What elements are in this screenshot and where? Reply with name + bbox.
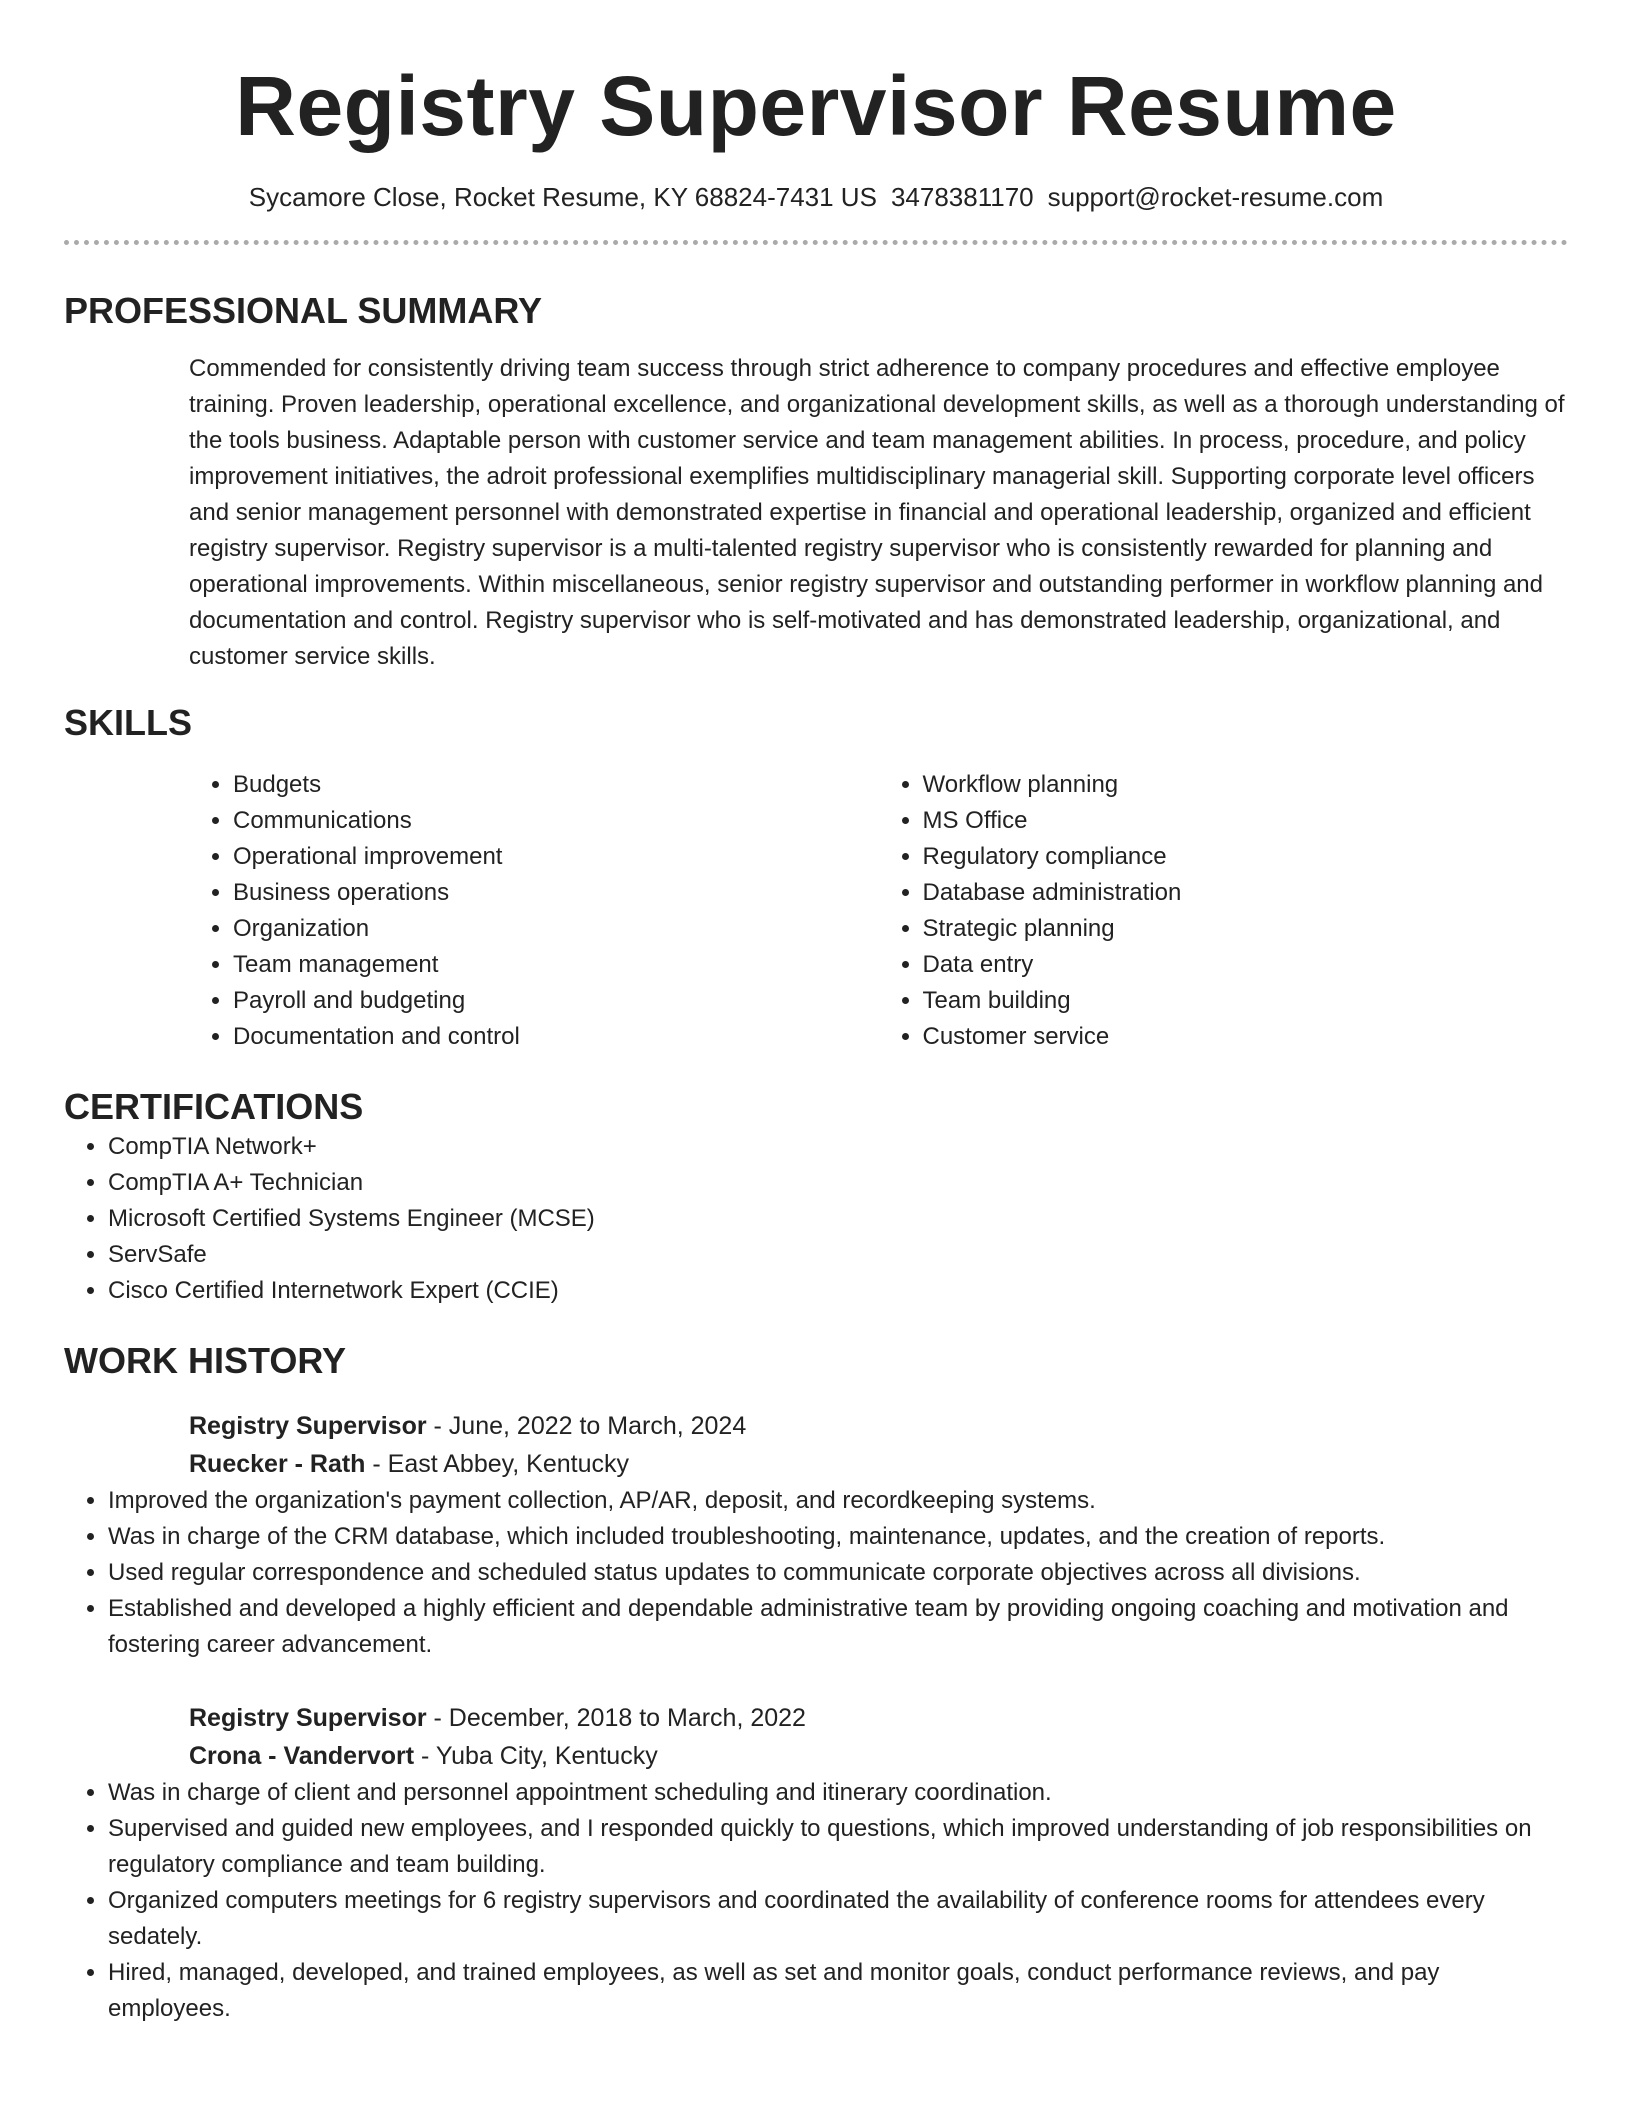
certification-item: • CompTIA Network+ xyxy=(108,1129,1568,1165)
skills-list-left xyxy=(189,767,879,1055)
job-bullet: • Improved the organization's payment collection, AP/AR, deposit, and recordkeeping systems. xyxy=(108,1483,1568,1519)
contact-email: support@rocket-resume.com xyxy=(1047,182,1384,212)
header-divider xyxy=(64,240,1568,245)
job-location: - East Abbey, Kentucky xyxy=(365,1450,630,1478)
certification-item: • Cisco Certified Internetwork Expert (CCIE) xyxy=(108,1273,1568,1309)
skill-item: • Communications xyxy=(233,803,879,839)
job-company-line xyxy=(189,1737,1568,1775)
skill-item: • MS Office xyxy=(923,803,1569,839)
skill-item: • Organization xyxy=(233,911,879,947)
skill-item: • Business operations xyxy=(233,875,879,911)
job-company: Ruecker - Rath xyxy=(189,1450,366,1478)
skill-item: • Workflow planning xyxy=(923,767,1569,803)
job-title: Registry Supervisor xyxy=(189,1704,427,1732)
skill-item: • Team management xyxy=(233,947,879,983)
skill-item: • Regulatory compliance xyxy=(923,839,1569,875)
job-location: - Yuba City, Kentucky xyxy=(414,1742,658,1770)
certification-item: • CompTIA A+ Technician xyxy=(108,1165,1568,1201)
job-bullet: • Was in charge of the CRM database, which included troubleshooting, maintenance, updates, and the creation of reports. xyxy=(108,1519,1568,1555)
work-history-heading: WORK HISTORY xyxy=(64,1340,347,1381)
skill-item: • Documentation and control xyxy=(233,1019,879,1055)
job-bullet: • Organized computers meetings for 6 registry supervisors and coordinated the availability of conference rooms for attendees every sedately. xyxy=(108,1883,1568,1955)
contact-phone: 3478381170 xyxy=(890,182,1034,212)
skill-item: • Database administration xyxy=(923,875,1569,911)
job-title-line xyxy=(189,1407,1568,1445)
skills-heading: SKILLS xyxy=(64,702,193,743)
job-dates: - June, 2022 to March, 2024 xyxy=(426,1412,747,1440)
job-bullets xyxy=(64,1483,1568,1663)
certification-item: • Microsoft Certified Systems Engineer (MCSE) xyxy=(108,1201,1568,1237)
skill-item: • Strategic planning xyxy=(923,911,1569,947)
job-bullet: • Established and developed a highly efficient and dependable administrative team by providing ongoing coaching and motivation and fostering career advancement. xyxy=(108,1591,1568,1663)
summary-heading: PROFESSIONAL SUMMARY xyxy=(64,290,543,331)
skill-item: • Payroll and budgeting xyxy=(233,983,879,1019)
certifications-heading: CERTIFICATIONS xyxy=(64,1086,364,1127)
job-title-line xyxy=(189,1699,1568,1737)
job-bullet: • Supervised and guided new employees, and I responded quickly to questions, which improved understanding of job responsibilities on regulatory compliance and team building. xyxy=(108,1811,1568,1883)
job-bullet: • Used regular correspondence and scheduled status updates to communicate corporate objectives across all divisions. xyxy=(108,1555,1568,1591)
job-title: Registry Supervisor xyxy=(189,1412,427,1440)
certifications-list xyxy=(64,1129,1568,1309)
skills-list-right xyxy=(879,767,1569,1055)
job-dates: - December, 2018 to March, 2022 xyxy=(426,1704,806,1732)
skill-item: • Customer service xyxy=(923,1019,1569,1055)
contact-address: Sycamore Close, Rocket Resume, KY 68824-7431 US xyxy=(248,182,877,212)
job-entry xyxy=(189,1699,1568,1775)
job-company: Crona - Vandervort xyxy=(189,1742,415,1770)
job-bullet: • Hired, managed, developed, and trained employees, as well as set and monitor goals, conduct performance reviews, and pay employees. xyxy=(108,1955,1568,2027)
job-company-line xyxy=(189,1445,1568,1483)
skill-item: • Operational improvement xyxy=(233,839,879,875)
job-entry xyxy=(189,1407,1568,1483)
resume-title: Registry Supervisor Resume xyxy=(235,59,1397,153)
job-bullet: • Was in charge of client and personnel appointment scheduling and itinerary coordination. xyxy=(108,1775,1568,1811)
certification-item: • ServSafe xyxy=(108,1237,1568,1273)
job-bullets xyxy=(64,1775,1568,2027)
summary-text: Commended for consistently driving team success through strict adherence to company procedures and effective employee training. Proven leadership, operational excellence, and organizational development skills, as well as a thorough understanding of the tools business. Adaptable person with customer service and team management abilities. In process, procedure, and policy improvement initiatives, the adroit professional exemplifies multidisciplinary managerial skill. Supporting corporate level officers and senior management personnel with demonstrated expertise in financial and operational leadership, organized and efficient registry supervisor. Registry supervisor is a multi-talented registry supervisor who is consistently rewarded for planning and operational improvements. Within miscellaneous, senior registry supervisor and outstanding performer in workflow planning and documentation and control. Registry supervisor who is self-motivated and has demonstrated leadership, organizational, and customer service skills. xyxy=(189,355,1565,670)
skill-item: • Data entry xyxy=(923,947,1569,983)
skills-columns xyxy=(189,767,1568,1055)
contact-line xyxy=(64,180,1568,214)
skill-item: • Team building xyxy=(923,983,1569,1019)
skill-item: • Budgets xyxy=(233,767,879,803)
